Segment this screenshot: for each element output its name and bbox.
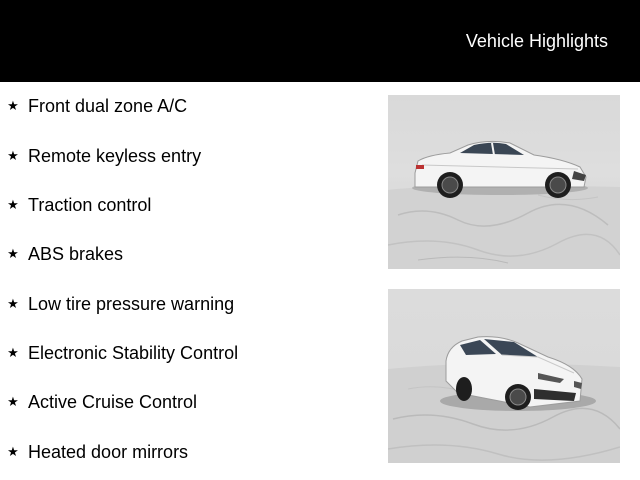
header-bar (0, 0, 640, 82)
car-front-image (388, 289, 620, 463)
feature-item (0, 194, 151, 216)
star-icon: ★ (7, 197, 19, 212)
star-icon: ★ (7, 444, 19, 459)
feature-label: Low tire pressure warning (28, 294, 235, 314)
feature-item (0, 441, 188, 463)
feature-item (0, 293, 234, 315)
feature-label: Traction control (28, 195, 152, 215)
feature-label: Electronic Stability Control (28, 343, 239, 363)
star-icon: ★ (7, 148, 19, 163)
feature-label: ABS brakes (28, 244, 124, 264)
star-icon: ★ (7, 296, 19, 311)
star-icon: ★ (7, 345, 19, 360)
star-icon: ★ (7, 394, 19, 409)
feature-item (0, 145, 201, 167)
star-icon: ★ (7, 98, 19, 113)
star-icon: ★ (7, 246, 19, 261)
feature-item (0, 342, 238, 364)
feature-label: Remote keyless entry (28, 146, 202, 166)
feature-label: Front dual zone A/C (28, 96, 188, 116)
car-side-image (388, 95, 620, 269)
feature-item (0, 391, 197, 413)
page-title: Vehicle Highlights (465, 31, 608, 51)
feature-label: Active Cruise Control (28, 392, 198, 412)
feature-label: Heated door mirrors (28, 442, 189, 462)
vehicle-photo-front (388, 289, 620, 463)
feature-item (0, 243, 123, 265)
feature-item (0, 95, 187, 117)
vehicle-photo-side (388, 95, 620, 269)
